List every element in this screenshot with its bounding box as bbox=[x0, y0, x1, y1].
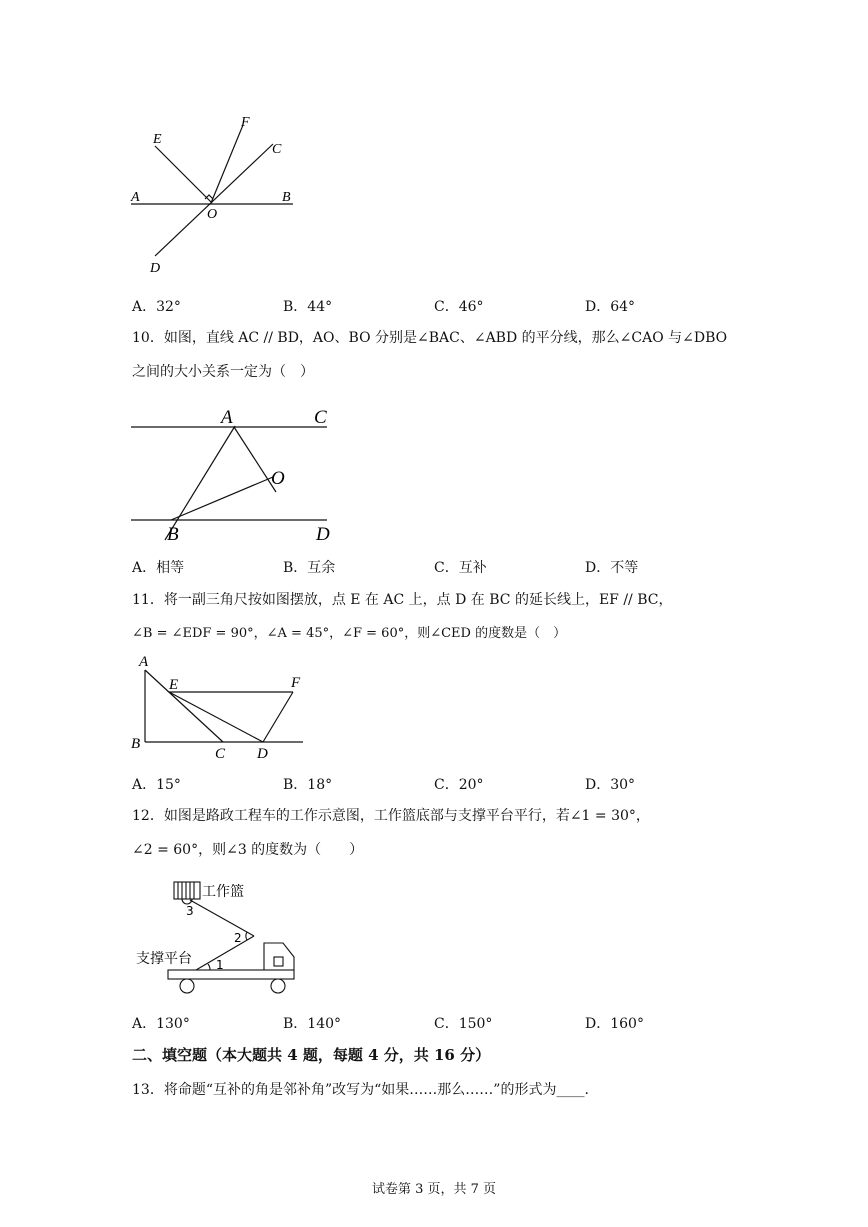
q11-label-b: B bbox=[131, 736, 141, 752]
q11-option-d: D．30° bbox=[585, 777, 636, 793]
q12-option-a: A．130° bbox=[132, 1016, 190, 1032]
q10-label-a: A bbox=[221, 407, 233, 428]
q11-stem-line2: ∠B = ∠EDF = 90°，∠A = 45°，∠F = 60°，则∠CED 的度数是（ ） bbox=[132, 626, 567, 641]
q9-label-o: O bbox=[207, 207, 218, 222]
q10-label-b: B bbox=[167, 524, 179, 545]
q12-stem-line2: ∠2 = 60°，则∠3 的度数为（ ） bbox=[132, 842, 364, 858]
q10-stem-line1: 10．如图，直线 AC // BD，AO、BO 分别是∠BAC、∠ABD 的平分线，那么∠CAO 与∠DBO bbox=[132, 330, 728, 346]
q11-stem-line1: 11．将一副三角尺按如图摆放，点 E 在 AC 上，点 D 在 BC 的延长线上，EF // BC， bbox=[132, 592, 673, 608]
q12-option-d: D．160° bbox=[585, 1016, 644, 1032]
q10-option-d: D．不等 bbox=[585, 560, 639, 576]
q9-option-c: C．46° bbox=[434, 299, 484, 315]
q9-label-d: D bbox=[150, 261, 161, 276]
q9-label-f: F bbox=[241, 115, 250, 130]
q9-label-a: A bbox=[131, 190, 140, 205]
q12-label-angle3: 3 bbox=[186, 904, 194, 918]
q9-option-a: A．32° bbox=[132, 299, 181, 315]
q12-option-c: C．150° bbox=[434, 1016, 493, 1032]
q10-label-d: D bbox=[316, 524, 330, 545]
q9-option-b: B．44° bbox=[283, 299, 333, 315]
q11-option-a: A．15° bbox=[132, 777, 181, 793]
q12-label-angle2: 2 bbox=[234, 931, 242, 945]
q12-figure bbox=[130, 874, 310, 1004]
q10-label-c: C bbox=[314, 407, 327, 428]
q11-label-a: A bbox=[139, 654, 149, 670]
q11-figure bbox=[125, 650, 315, 765]
q11-label-f: F bbox=[291, 675, 301, 691]
q10-stem-line2: 之间的大小关系一定为（ ） bbox=[132, 364, 314, 380]
q12-stem-line1: 12．如图是路政工程车的工作示意图，工作篮底部与支撑平台平行，若∠1 = 30°， bbox=[132, 808, 650, 824]
q10-figure bbox=[125, 400, 355, 550]
q12-option-b: B．140° bbox=[283, 1016, 342, 1032]
q12-label-platform: 支撑平台 bbox=[136, 951, 192, 967]
q10-option-c: C．互补 bbox=[434, 560, 487, 576]
q10-option-b: B．互余 bbox=[283, 560, 336, 576]
q11-label-e: E bbox=[169, 677, 179, 693]
q12-label-angle1: 1 bbox=[216, 958, 224, 972]
q13-stem: 13．将命题“互补的角是邻补角”改写为“如果……那么……”的形式为____. bbox=[132, 1082, 589, 1098]
q9-label-e: E bbox=[153, 132, 162, 147]
page-footer: 试卷第 3 页，共 7 页 bbox=[371, 1182, 497, 1197]
q9-figure bbox=[125, 110, 305, 280]
q10-label-o: O bbox=[271, 468, 285, 489]
section-title: 二、填空题（本大题共 4 题，每题 4 分，共 16 分） bbox=[132, 1046, 491, 1064]
q11-option-c: C．20° bbox=[434, 777, 484, 793]
q11-option-b: B．18° bbox=[283, 777, 333, 793]
q9-label-c: C bbox=[272, 142, 282, 157]
q10-option-a: A．相等 bbox=[132, 560, 185, 576]
q11-label-d: D bbox=[257, 746, 268, 762]
q9-label-b: B bbox=[282, 190, 291, 205]
q12-label-basket: 工作篮 bbox=[202, 884, 244, 900]
q11-label-c: C bbox=[215, 746, 226, 762]
q9-option-d: D．64° bbox=[585, 299, 636, 315]
